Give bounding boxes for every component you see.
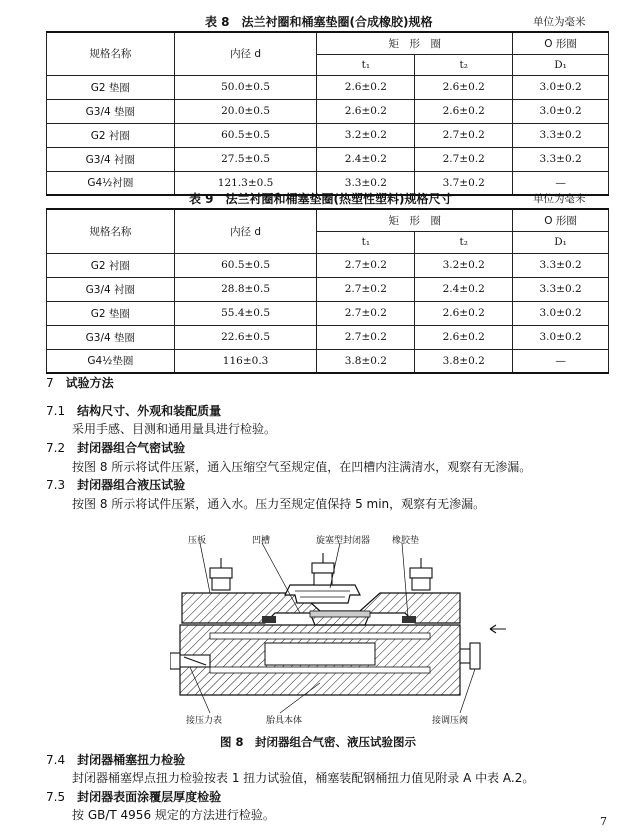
header-t2: t₂ [415, 54, 513, 75]
cell: 50.0±0.5 [174, 75, 317, 99]
table-row [47, 277, 609, 301]
table-row [47, 349, 609, 373]
closure [285, 585, 360, 603]
cell: 3.7±0.2 [415, 171, 513, 195]
table9-caption: 表 9 法兰衬圈和桶塞垫圈(热塑性塑料)规格尺寸 [189, 192, 453, 206]
header-t1: t₁ [317, 54, 415, 75]
cell: 3.2±0.2 [317, 123, 415, 147]
header-D1: D₁ [513, 231, 609, 253]
section-title: 试验方法 [65, 376, 114, 390]
label-gauge: 接压力表 [186, 716, 223, 726]
cell: — [513, 171, 609, 195]
cell: 2.6±0.2 [317, 99, 415, 123]
gauge-port [170, 653, 210, 669]
table8-unit: 单位为毫米 [533, 16, 586, 28]
header-oring: O 形圈 [513, 32, 609, 54]
cell: 2.7±0.2 [415, 123, 513, 147]
cell: G2 垫圈 [47, 301, 175, 325]
figure-8 [170, 533, 510, 733]
section-number: 7.4 [46, 753, 66, 767]
section-7-5-body: 按 GB/T 4956 规定的方法进行检验。 [72, 808, 275, 822]
cell: 3.0±0.2 [513, 99, 609, 123]
header-D1: D₁ [513, 54, 609, 75]
table8-caption: 表 8 法兰衬圈和桶塞垫圈(合成橡胶)规格 [205, 15, 433, 29]
section-number: 7.5 [46, 790, 66, 804]
bolts [210, 553, 432, 590]
figure-8-caption: 图 8 封闭器组合气密、液压试验图示 [220, 735, 417, 749]
table-row [47, 301, 609, 325]
section-7-3-heading [46, 476, 185, 493]
section-7-heading [46, 374, 114, 391]
cell: G2 衬圈 [47, 123, 175, 147]
header-t1: t₁ [317, 231, 415, 253]
section-number: 7.2 [46, 441, 66, 455]
table-row [47, 123, 609, 147]
cell: 55.4±0.5 [174, 301, 317, 325]
cell: 2.6±0.2 [415, 301, 513, 325]
label-valve: 接调压阀 [432, 716, 469, 726]
header-t2: t₂ [415, 231, 513, 253]
cell: G3/4 垫圈 [47, 325, 175, 349]
cell: 3.3±0.2 [513, 123, 609, 147]
section-title: 封闭器组合气密试验 [77, 441, 186, 455]
header-diam: 内径 d [174, 32, 317, 75]
cell: 3.2±0.2 [415, 253, 513, 277]
header-diam: 内径 d [174, 209, 317, 253]
header-oring: O 形圈 [513, 209, 609, 231]
table8 [46, 31, 609, 196]
section-7-4-body: 封闭器桶塞焊点扭力检验按表 1 扭力试验值，桶塞装配钢桶扭力值见附录 A 中表 A.2。 [72, 771, 535, 785]
cell: 121.3±0.5 [174, 171, 317, 195]
label-press-plate: 压板 [188, 536, 207, 546]
cell: 20.0±0.5 [174, 99, 317, 123]
cell: 3.3±0.2 [317, 171, 415, 195]
table9-unit: 单位为毫米 [533, 193, 586, 205]
rubber-gasket-right [402, 616, 416, 623]
section-title: 封闭器组合液压试验 [77, 478, 186, 492]
section-title: 封闭器桶塞扭力检验 [77, 753, 186, 767]
cell: G4½衬圈 [47, 171, 175, 195]
cell: 2.6±0.2 [415, 75, 513, 99]
section-7-4-heading [46, 751, 185, 768]
label-closure: 旋塞型封闭器 [316, 536, 371, 546]
cell: 2.7±0.2 [317, 325, 415, 349]
header-rect: 矩 形 圈 [317, 209, 513, 231]
cell: — [513, 349, 609, 373]
section-7-1-body: 采用手感、目测和通用量具进行检验。 [72, 422, 277, 436]
cell: 27.5±0.5 [174, 147, 317, 171]
cell: 22.6±0.5 [174, 325, 317, 349]
section-number: 7 [46, 376, 54, 390]
cell: G2 垫圈 [47, 75, 175, 99]
rubber-gasket-left [262, 616, 276, 623]
cell: 60.5±0.5 [174, 123, 317, 147]
cell: G3/4 衬圈 [47, 277, 175, 301]
cell: G4½垫圈 [47, 349, 175, 373]
cell: 3.0±0.2 [513, 301, 609, 325]
cell: 2.4±0.2 [317, 147, 415, 171]
cell: G3/4 衬圈 [47, 147, 175, 171]
cell: 2.7±0.2 [317, 301, 415, 325]
label-fixture-body: 胎具本体 [266, 716, 303, 726]
cell: 3.3±0.2 [513, 253, 609, 277]
table9 [46, 208, 609, 374]
header-name: 规格名称 [47, 32, 175, 75]
cell: 60.5±0.5 [174, 253, 317, 277]
cell: 2.7±0.2 [415, 147, 513, 171]
cell: 3.8±0.2 [415, 349, 513, 373]
table-row [47, 253, 609, 277]
section-title: 结构尺寸、外观和装配质量 [77, 404, 222, 418]
label-rubber-gasket: 橡胶垫 [392, 536, 420, 546]
table-row [47, 75, 609, 99]
cell: 116±0.3 [174, 349, 317, 373]
cell: 3.3±0.2 [513, 277, 609, 301]
section-7-2-heading [46, 439, 185, 456]
section-number: 7.1 [46, 404, 66, 418]
cell: 2.6±0.2 [415, 99, 513, 123]
page-number: 7 [600, 815, 607, 828]
cell: G3/4 垫圈 [47, 99, 175, 123]
cell: 3.8±0.2 [317, 349, 415, 373]
test-fixture-drawing [170, 533, 510, 733]
section-7-2-body: 按图 8 所示将试件压紧，通入压缩空气至规定值，在凹槽内注满清水，观察有无渗漏。 [72, 460, 532, 474]
section-7-1-heading [46, 402, 221, 419]
cell: 3.0±0.2 [513, 75, 609, 99]
table-row [47, 325, 609, 349]
section-7-3-body: 按图 8 所示将试件压紧，通入水。压力至规定值保持 5 min，观察有无渗漏。 [72, 497, 486, 511]
cell: 3.0±0.2 [513, 325, 609, 349]
header-rect: 矩 形 圈 [317, 32, 513, 54]
fixture-body [180, 625, 460, 695]
cell: 2.7±0.2 [317, 253, 415, 277]
valve-port [460, 625, 506, 669]
groove [310, 611, 370, 617]
header-name: 规格名称 [47, 209, 175, 253]
cell: 2.6±0.2 [317, 75, 415, 99]
section-7-5-heading [46, 788, 221, 805]
section-number: 7.3 [46, 478, 66, 492]
cell: 2.7±0.2 [317, 277, 415, 301]
cell: 2.6±0.2 [415, 325, 513, 349]
table-row [47, 147, 609, 171]
section-title: 封闭器表面涂覆层厚度检验 [77, 790, 222, 804]
table-header-row [47, 32, 609, 54]
cell: 3.3±0.2 [513, 147, 609, 171]
cell: 28.8±0.5 [174, 277, 317, 301]
cell: G2 衬圈 [47, 253, 175, 277]
cell: 2.4±0.2 [415, 277, 513, 301]
label-groove: 凹槽 [252, 536, 271, 546]
table-header-row [47, 209, 609, 231]
table-row [47, 99, 609, 123]
